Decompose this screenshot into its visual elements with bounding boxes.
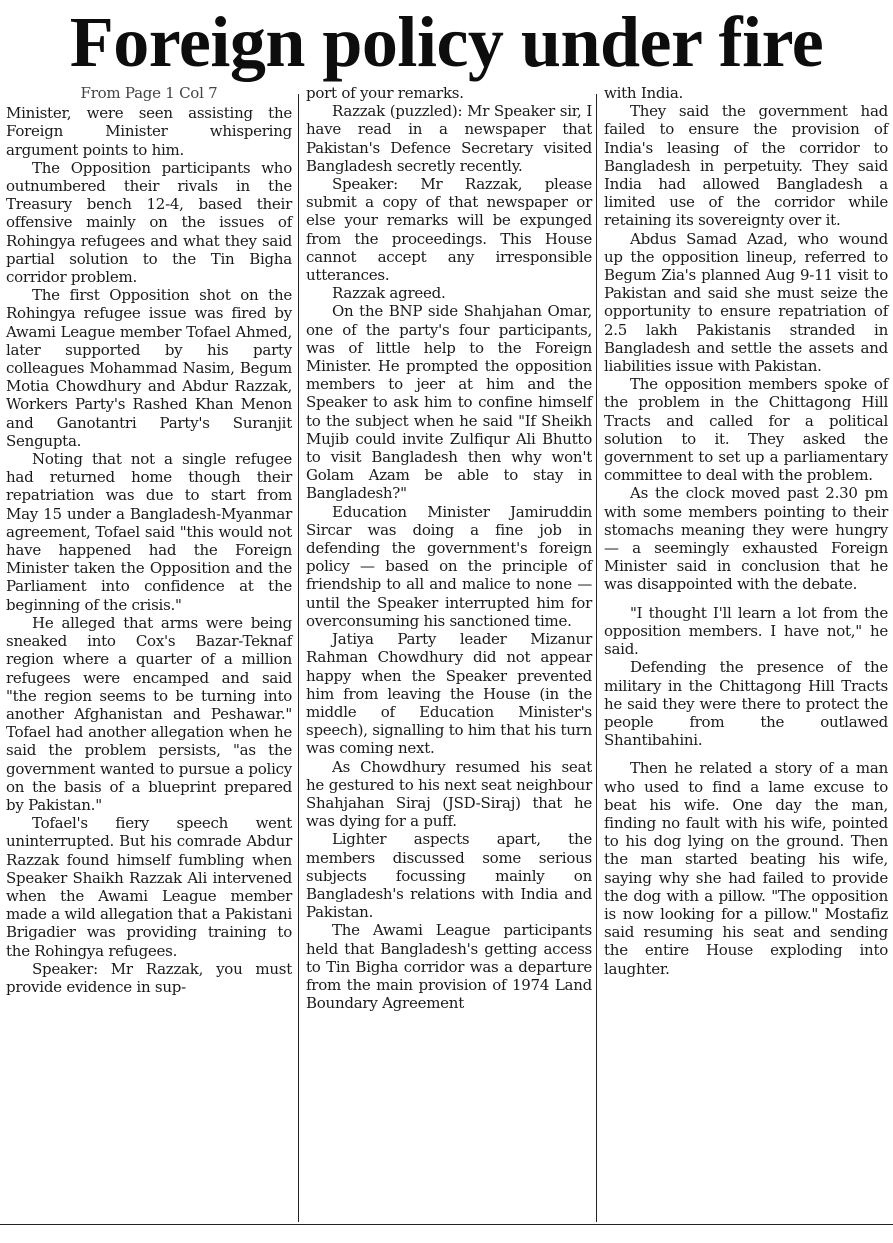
- paragraph: He alleged that arms were being sneaked into Cox's Bazar-Teknaf region where a quarter of a million refugees were encamped and said "the region seems to be turning into another Afghanistan and Peshawar." Tofael had another allegation when he said the problem persists, "as the government wanted to pursue a policy on the basis of a blueprint prepared by Pakistan.": [6, 613, 292, 814]
- article-column-1: [6, 84, 292, 996]
- paragraph: The Awami League participants held that Bangladesh's getting access to Tin Bigha corridor was a departure from the main provision of 1974 Land Boundary Agreement: [306, 921, 592, 1013]
- paragraph: Education Minister Jamiruddin Sircar was doing a fine job in defending the government's foreign policy — based on the principle of friendship to all and malice to none — until the Speaker interrupted him for overconsuming his sanctioned time.: [306, 502, 592, 630]
- paragraph: Razzak (puzzled): Mr Speaker sir, I have read in a newspaper that Pakistan's Defence Secretary visited Bangladesh secretly recently.: [306, 102, 592, 175]
- paragraph: "I thought I'll learn a lot from the opposition members. I have not," he said.: [604, 603, 888, 659]
- paragraph: On the BNP side Shahjahan Omar, one of the party's four participants, was of little help to the Foreign Minister. He prompted the opposition members to jeer at him and the Speaker to ask him to confine himself to the subject when he said "If Sheikh Mujib could invite Zulfiqur Ali Bhutto to visit Bangladesh then why won't Golam Azam be able to stay in Bangladesh?": [306, 302, 592, 503]
- paragraph: Minister, were seen assisting the Foreign Minister whispering argument points to him.: [6, 104, 292, 159]
- column-divider: [596, 94, 597, 1222]
- paragraph: The opposition members spoke of the problem in the Chittagong Hill Tracts and called for a political solution to it. They asked the government to set up a parliamentary committee to deal with the problem.: [604, 375, 888, 485]
- jump-line: From Page 1 Col 7: [80, 84, 218, 102]
- paragraph: Jatiya Party leader Mizanur Rahman Chowdhury did not appear happy when the Speaker prevented him from leaving the House (in the middle of Education Minister's speech), signalling to him that his turn was coming next.: [306, 630, 592, 758]
- paragraph: Then he related a story of a man who used to find a lame excuse to beat his wife. One day the man, finding no fault with his wife, pointed to his dog lying on the ground. Then the man started beating his wife, saying why she had failed to provide the dog with a pillow. "The opposition is now looking for a pillow." Mostafiz said resuming his seat and sending the entire House exploding into laughter.: [604, 759, 888, 978]
- paragraph: Lighter aspects apart, the members discussed some serious subjects focussing mainly on Bangladesh's relations with India and Pakistan.: [306, 830, 592, 922]
- headline: Foreign policy under fire: [69, 2, 824, 82]
- paragraph: with India.: [604, 84, 684, 102]
- bottom-rule: [0, 1224, 893, 1225]
- paragraph: The Opposition participants who outnumbered their rivals in the Treasury bench 12-4, based their offensive mainly on the issues of Rohingya refugees and what they said partial solution to the Tin Bigha corridor problem.: [6, 158, 292, 287]
- paragraph: Razzak agreed.: [332, 284, 446, 303]
- article-column-2: [306, 84, 592, 1012]
- paragraph: As the clock moved past 2.30 pm with some members pointing to their stomachs meaning they were hungry — a seemingly exhausted Foreign Minister said in conclusion that he was disappointed with the debate.: [604, 484, 888, 594]
- paragraph: Speaker: Mr Razzak, you must provide evidence in sup-: [6, 959, 292, 996]
- article-column-3: [604, 84, 888, 978]
- paragraph: Speaker: Mr Razzak, please submit a copy of that newspaper or else your remarks will be expunged from the proceedings. This House cannot accept any irresponsible utterances.: [306, 175, 592, 285]
- column-divider: [298, 94, 299, 1222]
- paragraph: They said the government had failed to ensure the provision of India's leasing of the corridor to Bangladesh in perpetuity. They said India had allowed Bangladesh a limited use of the corridor while retaining its sovereignty over it.: [604, 102, 888, 230]
- paragraph: The first Opposition shot on the Rohingya refugee issue was fired by Awami League member Tofael Ahmed, later supported by his party colleagues Mohammad Nasim, Begum Motia Chowdhury and Abdur Razzak, Workers Party's Rashed Khan Menon and Ganotantri Party's Suranjit Sengupta.: [6, 286, 292, 450]
- paragraph: port of your remarks.: [306, 84, 464, 102]
- paragraph: Defending the presence of the military in the Chittagong Hill Tracts he said they were there to protect the people from the outlawed Shantibahini.: [604, 658, 888, 750]
- paragraph: Tofael's fiery speech went uninterrupted. But his comrade Abdur Razzak found himself fumbling when Speaker Shaikh Razzak Ali intervened when the Awami League member made a wild allegation that a Pakistani Brigadier was providing training to the Rohingya refugees.: [6, 814, 292, 960]
- paragraph: Abdus Samad Azad, who wound up the opposition lineup, referred to Begum Zia's planned Aug 9-11 visit to Pakistan and said she must seize the opportunity to ensure repatriation of 2.5 lakh Pakistanis stranded in Bangladesh and settle the assets and liabilities issue with Pakistan.: [604, 229, 888, 376]
- paragraph: Noting that not a single refugee had returned home though their repatriation was due to start from May 15 under a Bangladesh-Myanmar agreement, Tofael said "this would not have happened had the Foreign Minister taken the Opposition and the Parliament into confidence at the beginning of the crisis.": [6, 450, 292, 614]
- paragraph: As Chowdhury resumed his seat he gestured to his next seat neighbour Shahjahan Siraj (JSD-Siraj) that he was dying for a puff.: [306, 757, 592, 831]
